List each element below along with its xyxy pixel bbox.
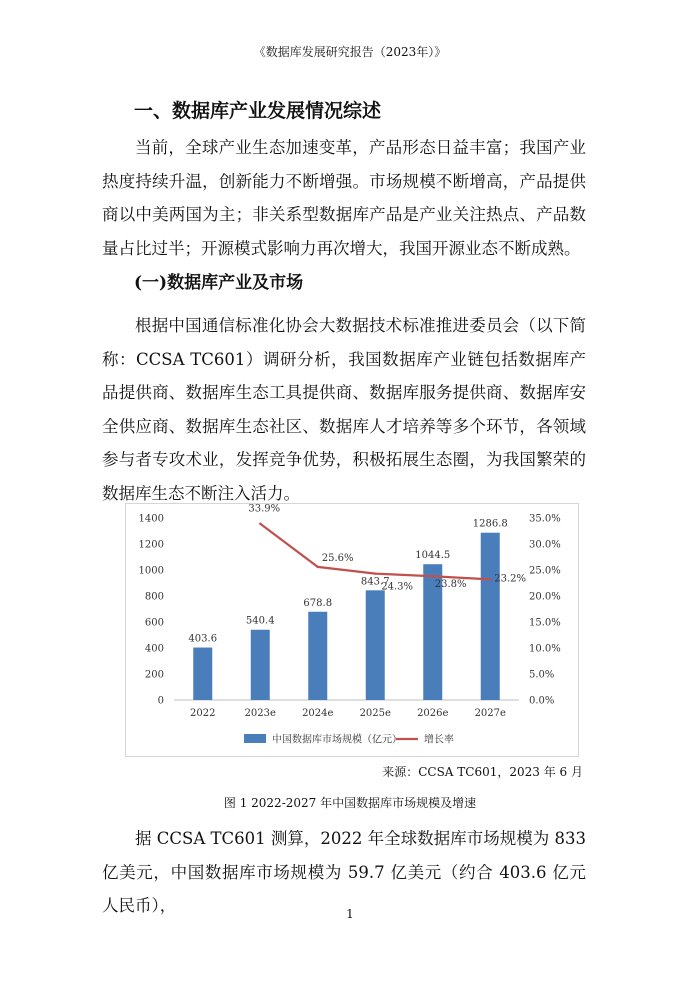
legend-line-label: 增长率 bbox=[424, 734, 454, 746]
y-right-tick-label: 0.0% bbox=[529, 695, 555, 707]
x-tick-label: 2027e bbox=[474, 708, 506, 719]
report-header: 《数据库发展研究报告（2023年）》 bbox=[253, 45, 447, 59]
page-number: 1 bbox=[346, 907, 354, 921]
data-bar bbox=[366, 590, 385, 700]
y-left-tick-label: 600 bbox=[144, 617, 164, 629]
y-right-tick-label: 30.0% bbox=[529, 539, 561, 551]
growth-rate-point bbox=[317, 566, 319, 568]
x-tick-label: 2025e bbox=[359, 708, 391, 719]
section-title: 一、数据库产业发展情况综述 bbox=[134, 100, 382, 122]
growth-rate-point bbox=[489, 578, 491, 580]
legend-bar-swatch bbox=[244, 734, 266, 743]
growth-rate-point bbox=[432, 575, 434, 577]
y-left-tick-label: 200 bbox=[144, 669, 164, 681]
growth-rate-line bbox=[260, 524, 490, 580]
y-left-tick-label: 800 bbox=[144, 591, 164, 603]
bar-value-label: 1286.8 bbox=[472, 518, 508, 530]
industry-paragraph: 根据中国通信标准化协会大数据技术标准推进委员会（以下简称：CCSA TC601）调研分析，我国数据库产业链包括数据库产品提供商、数据库生态工具提供商、数据库服务提供商、数据库安全供应商、数据库生态社区、数据库人才培养等多个环节，各领域参与者专攻术业，发挥竞争优势，积极拓展生态圈，为我国繁荣的数据库生态不断注入活力。 bbox=[102, 316, 586, 503]
growth-rate-point bbox=[259, 523, 261, 525]
growth-rate-label: 33.9% bbox=[248, 504, 281, 515]
chart-source: 来源：CCSA TC601，2023 年 6 月 bbox=[382, 765, 583, 779]
y-left-tick-label: 1000 bbox=[138, 565, 164, 577]
y-right-tick-label: 15.0% bbox=[529, 617, 561, 629]
y-right-tick-label: 35.0% bbox=[529, 513, 561, 525]
x-tick-label: 2023e bbox=[244, 708, 276, 719]
y-left-tick-label: 0 bbox=[157, 695, 164, 707]
growth-rate-label: 23.2% bbox=[494, 573, 527, 585]
y-right-tick-label: 5.0% bbox=[529, 669, 555, 681]
data-bar bbox=[193, 648, 212, 700]
figure-caption: 图 1 2022-2027 年中国数据库市场规模及增速 bbox=[223, 796, 477, 810]
y-left-tick-label: 1400 bbox=[138, 513, 164, 525]
y-left-tick-label: 400 bbox=[144, 643, 164, 655]
growth-rate-label: 24.3% bbox=[381, 581, 414, 593]
growth-rate-point bbox=[374, 572, 376, 574]
data-bar bbox=[308, 612, 327, 700]
market-chart bbox=[125, 503, 579, 757]
bar-value-label: 1044.5 bbox=[415, 550, 451, 562]
x-tick-label: 2024e bbox=[302, 708, 334, 719]
y-right-tick-label: 10.0% bbox=[529, 643, 561, 655]
bar-value-label: 843.7 bbox=[360, 576, 390, 588]
data-bar bbox=[251, 630, 270, 700]
y-right-tick-label: 20.0% bbox=[529, 591, 561, 603]
bar-value-label: 678.8 bbox=[303, 597, 333, 609]
market-size-paragraph: 据 CCSA TC601 测算，2022 年全球数据库市场规模为 833 亿美元，中国数据库市场规模为 59.7 亿美元（约合 403.6 亿元人民币）， bbox=[102, 829, 586, 915]
bar-value-label: 540.4 bbox=[245, 615, 275, 627]
intro-paragraph: 当前，全球产业生态加速变革，产品形态日益丰富；我国产业热度持续升温，创新能力不断增强。市场规模不断增高，产品提供商以中美两国为主；非关系型数据库产品是产业关注热点、产品数量占比过半；开源模式影响力再次增大，我国开源业态不断成熟。 bbox=[102, 138, 586, 258]
x-tick-label: 2026e bbox=[417, 708, 449, 719]
bar-value-label: 403.6 bbox=[188, 633, 218, 645]
legend-bar-label: 中国数据库市场规模（亿元） bbox=[272, 734, 402, 746]
growth-rate-label: 25.6% bbox=[321, 552, 354, 564]
market-chart-svg bbox=[126, 504, 578, 756]
data-bar bbox=[481, 533, 500, 700]
x-tick-label: 2022 bbox=[190, 708, 216, 719]
y-right-tick-label: 25.0% bbox=[529, 565, 561, 577]
growth-rate-label: 23.8% bbox=[434, 579, 467, 591]
y-left-tick-label: 1200 bbox=[138, 539, 164, 551]
subsection-title: (一)数据库产业及市场 bbox=[134, 273, 304, 293]
